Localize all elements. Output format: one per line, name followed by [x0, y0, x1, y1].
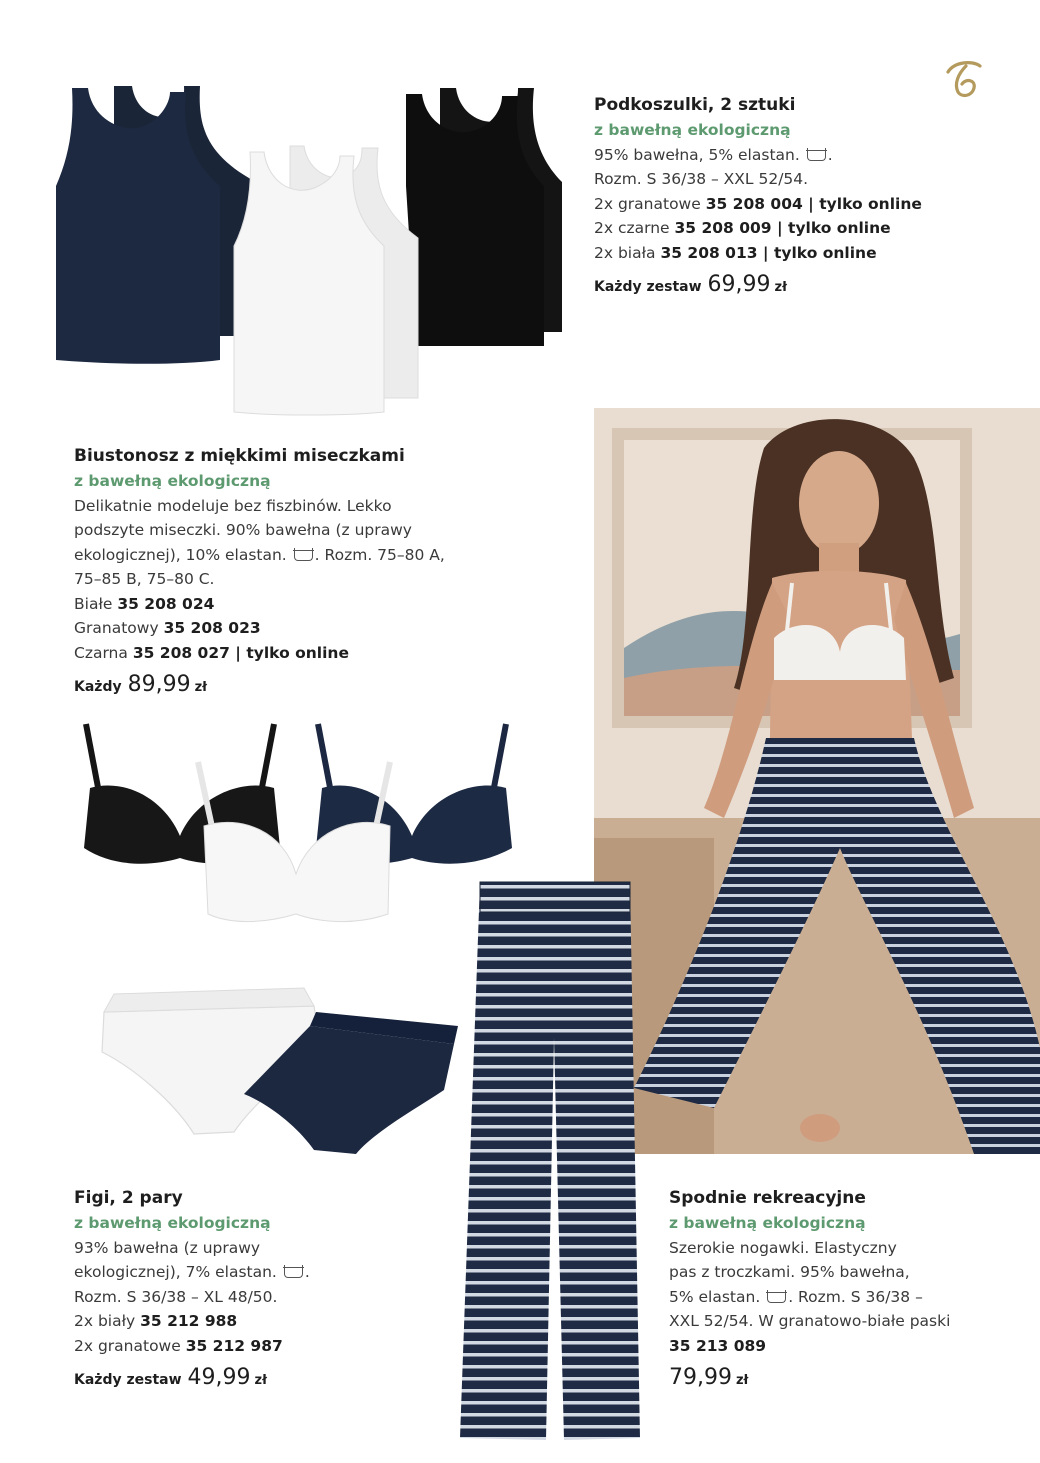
model-photo — [594, 408, 1040, 1154]
wash-40-icon — [294, 548, 313, 561]
pants-eco: z bawełną ekologiczną — [669, 1214, 866, 1232]
pants-description: 5% elastan. . Rozm. S 36/38 – — [669, 1287, 923, 1306]
bra-title: Biustonosz z miękkimi miseczkami — [74, 446, 405, 466]
tank-tops-image — [44, 74, 584, 424]
tank-tops-title: Podkoszulki, 2 sztuki — [594, 95, 796, 115]
tank-tops-variant: 2x granatowe 35 208 004 | tylko online — [594, 194, 922, 213]
pants-description: pas z troczkami. 95% bawełna, — [669, 1263, 910, 1281]
briefs-title: Figi, 2 pary — [74, 1188, 183, 1208]
bra-description: podszyte miseczki. 90% bawełna (z uprawy — [74, 521, 412, 539]
tank-tops-material: 95% bawełna, 5% elastan. . — [594, 145, 833, 164]
pants-price: 79,99 zł — [669, 1365, 749, 1390]
briefs-variant: 2x biały 35 212 988 — [74, 1312, 238, 1330]
tank-tops-variant: 2x czarne 35 208 009 | tylko online — [594, 219, 891, 237]
briefs-eco: z bawełną ekologiczną — [74, 1214, 271, 1232]
pants-description: Szerokie nogawki. Elastyczny — [669, 1238, 897, 1257]
pants-code: 35 213 089 — [669, 1336, 767, 1355]
tank-tops-info — [594, 92, 994, 301]
bra-variant: Granatowy 35 208 023 — [74, 619, 261, 637]
bra-eco: z bawełną ekologiczną — [74, 472, 271, 490]
briefs-price: Każdy zestaw 49,99 zł — [74, 1365, 267, 1390]
briefs-info — [74, 1185, 454, 1394]
wash-40-icon — [284, 1265, 303, 1278]
briefs-material: 93% bawełna (z uprawy — [74, 1238, 261, 1257]
bra-description: Delikatnie modeluje bez fiszbinów. Lekko — [74, 496, 392, 515]
bra-description: ekologicznej), 10% elastan. . Rozm. 75–80 A, — [74, 545, 445, 564]
bra-variant: Białe 35 208 024 — [74, 594, 215, 613]
briefs-variant: 2x granatowe 35 212 987 — [74, 1336, 283, 1355]
wash-40-icon — [807, 148, 826, 161]
tank-tops-price: Każdy zestaw 69,99 zł — [594, 272, 787, 297]
bra-info — [74, 443, 544, 701]
briefs-material: ekologicznej), 7% elastan. . — [74, 1263, 310, 1281]
tank-tops-variant: 2x biała 35 208 013 | tylko online — [594, 243, 877, 262]
bra-sizes: 75–85 B, 75–80 C. — [74, 570, 215, 588]
wash-40-icon — [767, 1290, 786, 1303]
briefs-sizes: Rozm. S 36/38 – XL 48/50. — [74, 1287, 278, 1306]
tank-tops-eco: z bawełną ekologiczną — [594, 121, 791, 139]
striped-pants-image — [454, 878, 654, 1448]
tank-tops-sizes: Rozm. S 36/38 – XXL 52/54. — [594, 170, 809, 188]
pants-title: Spodnie rekreacyjne — [669, 1188, 866, 1208]
bra-variant: Czarna 35 208 027 | tylko online — [74, 643, 349, 662]
bra-price: Każdy 89,99 zł — [74, 672, 207, 697]
briefs-image — [94, 982, 474, 1162]
pants-description: XXL 52/54. W granatowo-białe paski — [669, 1312, 951, 1330]
pants-info — [669, 1185, 1019, 1394]
